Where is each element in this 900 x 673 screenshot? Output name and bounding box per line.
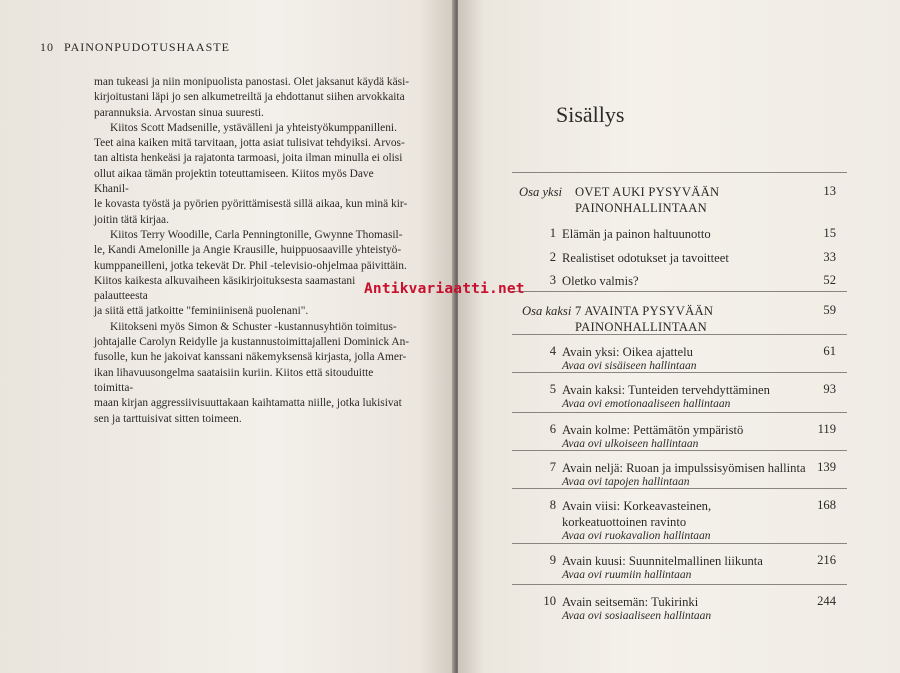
chapter-number: 5	[549, 382, 556, 396]
page-ref: 93	[823, 382, 836, 396]
chapter-title-line: Realistiset odotukset ja tavoitteet	[562, 251, 729, 265]
chapter-number: 7	[549, 460, 556, 474]
running-head-title: PAINONPUDOTUSHAASTE	[64, 40, 230, 54]
toc-divider	[512, 488, 847, 489]
chapter-number: 9	[549, 553, 556, 567]
page-ref: 52	[823, 273, 836, 287]
text-line: Kiitokseni myös Simon & Schuster -kustannusyhtiön toimitus-	[110, 320, 397, 333]
text-line: kirjoitustani läpi jo sen alkumetreiltä ja ehdottanut siihen arvokkaita	[94, 91, 405, 104]
part-label: Osa yksi	[519, 185, 563, 199]
page-ref: 119	[817, 422, 836, 436]
page-ref: 168	[817, 498, 836, 512]
chapter-title	[562, 460, 806, 476]
part-label: Osa kaksi	[522, 304, 572, 318]
text-line: kumppaneilleni, jotka tekevät Dr. Phil -televisio-ohjelmaa päivittäin.	[94, 259, 407, 272]
part-title	[575, 303, 713, 335]
chapter-title-line: Avain neljä: Ruoan ja impulssisyömisen hallinta	[562, 461, 806, 475]
text-line: fusolle, kun he jakoivat kanssani näkemyksensä kirjasta, jolla Amer-	[94, 351, 407, 364]
text-line: ja siitä että jatkoitte "feminiinisenä puolenani".	[94, 305, 309, 318]
chapter-title-line: Oletko valmis?	[562, 274, 639, 288]
text-line: Kiitos kaikesta alkuvaiheen käsikirjoituksesta saamastani palautteesta	[94, 274, 356, 303]
chapter-subtitle: Avaa ovi sosiaaliseen hallintaan	[562, 610, 712, 622]
toc-divider	[512, 372, 847, 373]
chapter-title	[562, 273, 639, 289]
chapter-title	[562, 226, 711, 242]
page-number: 10	[40, 40, 54, 54]
chapter-subtitle: Avaa ovi emotionaaliseen hallintaan	[562, 398, 731, 410]
chapter-title-line: Avain viisi: Korkeavasteinen,	[562, 499, 712, 513]
page-ref: 139	[817, 460, 836, 474]
chapter-number: 1	[549, 226, 556, 240]
chapter-subtitle: Avaa ovi ulkoiseen hallintaan	[562, 438, 699, 450]
chapter-title-line: Avain kuusi: Suunnitelmallinen liikunta	[562, 554, 763, 568]
text-line: ollut aikaa tämän projektin toteuttamiseen. Kiitos myös Dave Khanil-	[94, 167, 374, 196]
toc-divider	[512, 291, 847, 292]
part-title-line: OVET AUKI PYSYVÄÄN	[575, 185, 720, 199]
text-line: man tukeasi ja niin monipuolista panostasi. Olet jaksanut käydä käsi-	[94, 76, 410, 88]
text-line: Teet aina kaiken mitä tarvitaan, jotta asiat tulisivat tehdyiksi. Arvos-	[94, 137, 405, 150]
chapter-title-line: Avain seitsemän: Tukirinki	[562, 595, 699, 609]
chapter-subtitle: Avaa ovi ruokavalion hallintaan	[562, 530, 711, 542]
chapter-title-line: Avain kaksi: Tunteiden tervehdyttäminen	[562, 383, 770, 397]
toc-divider	[512, 412, 847, 413]
page-ref: 244	[817, 594, 836, 608]
toc-title: Sisällys	[556, 102, 625, 127]
paragraph	[94, 121, 410, 228]
running-head	[40, 40, 230, 55]
chapter-title	[562, 553, 763, 569]
chapter-title-line: Elämän ja painon haltuunotto	[562, 227, 711, 241]
toc-divider	[512, 334, 847, 335]
text-line: le, Kandi Amelonille ja Angie Krausille, huippuosaaville yhteistyö-	[94, 244, 402, 257]
toc-divider	[512, 450, 847, 451]
text-line: parannuksia. Arvostan sinua suuresti.	[94, 106, 264, 119]
chapter-number: 8	[549, 498, 556, 512]
text-line: maan kirjan aggressiivisuuttakaan kaihtamatta niille, jotka lukisivat	[94, 397, 402, 410]
page-ref: 33	[823, 250, 836, 264]
chapter-subtitle: Avaa ovi ruumiin hallintaan	[562, 569, 692, 581]
chapter-title	[562, 498, 711, 530]
acknowledgements-text	[94, 75, 410, 427]
text-line: le kovasta työstä ja pyörien pyörittämisestä sillä aikaa, kun minä kir-	[94, 198, 408, 211]
part-title-line: 7 AVAINTA PYSYVÄÄN	[575, 304, 714, 318]
chapter-number: 2	[549, 250, 556, 264]
text-line: sen ja tarttuisivat sitten toimeen.	[94, 412, 242, 425]
chapter-number: 3	[549, 273, 556, 287]
chapter-number: 4	[549, 344, 556, 358]
chapter-title	[562, 344, 693, 360]
part-title-line: PAINONHALLINTAAN	[575, 201, 708, 215]
part-title-line: PAINONHALLINTAAN	[575, 320, 708, 334]
chapter-title	[562, 594, 698, 610]
paragraph	[94, 75, 410, 121]
toc-divider	[512, 172, 847, 173]
toc-divider	[512, 543, 847, 544]
page-ref: 59	[823, 303, 836, 317]
text-line: Kiitos Terry Woodille, Carla Penningtonille, Gwynne Thomasil-	[110, 228, 403, 241]
page-ref: 61	[823, 344, 836, 358]
chapter-title	[562, 422, 743, 438]
chapter-number: 10	[543, 594, 556, 608]
text-line: joitin tätä kirjaa.	[94, 213, 169, 226]
part-title	[575, 184, 719, 216]
chapter-number: 6	[549, 422, 556, 436]
page-ref: 15	[823, 226, 836, 240]
text-line: tan altista henkeäsi ja rajatonta tarmoasi, joita ilman minulla ei olisi	[94, 152, 403, 165]
watermark: Antikvariaatti.net	[364, 281, 525, 297]
text-line: johtajalle Carolyn Reidylle ja kustannustoimittajalleni Dominick An-	[94, 336, 410, 349]
text-line: ikan lihavuusongelma saataisiin kuriin. Kiitos että sitouduitte toimitta-	[94, 366, 374, 394]
paragraph	[94, 320, 410, 427]
chapter-title-line: korkeatuottoinen ravinto	[562, 515, 687, 529]
paragraph	[94, 228, 410, 320]
chapter-title-line: Avain yksi: Oikea ajattelu	[562, 345, 693, 359]
chapter-subtitle: Avaa ovi sisäiseen hallintaan	[562, 360, 697, 372]
chapter-title-line: Avain kolme: Pettämätön ympäristö	[562, 423, 744, 437]
toc-divider	[512, 584, 847, 585]
chapter-title	[562, 382, 770, 398]
page-ref: 216	[817, 553, 836, 567]
chapter-title	[562, 250, 729, 266]
chapter-subtitle: Avaa ovi tapojen hallintaan	[562, 476, 690, 488]
text-line: Kiitos Scott Madsenille, ystävälleni ja yhteistyökumppanilleni.	[110, 121, 397, 134]
page-ref: 13	[823, 184, 836, 198]
